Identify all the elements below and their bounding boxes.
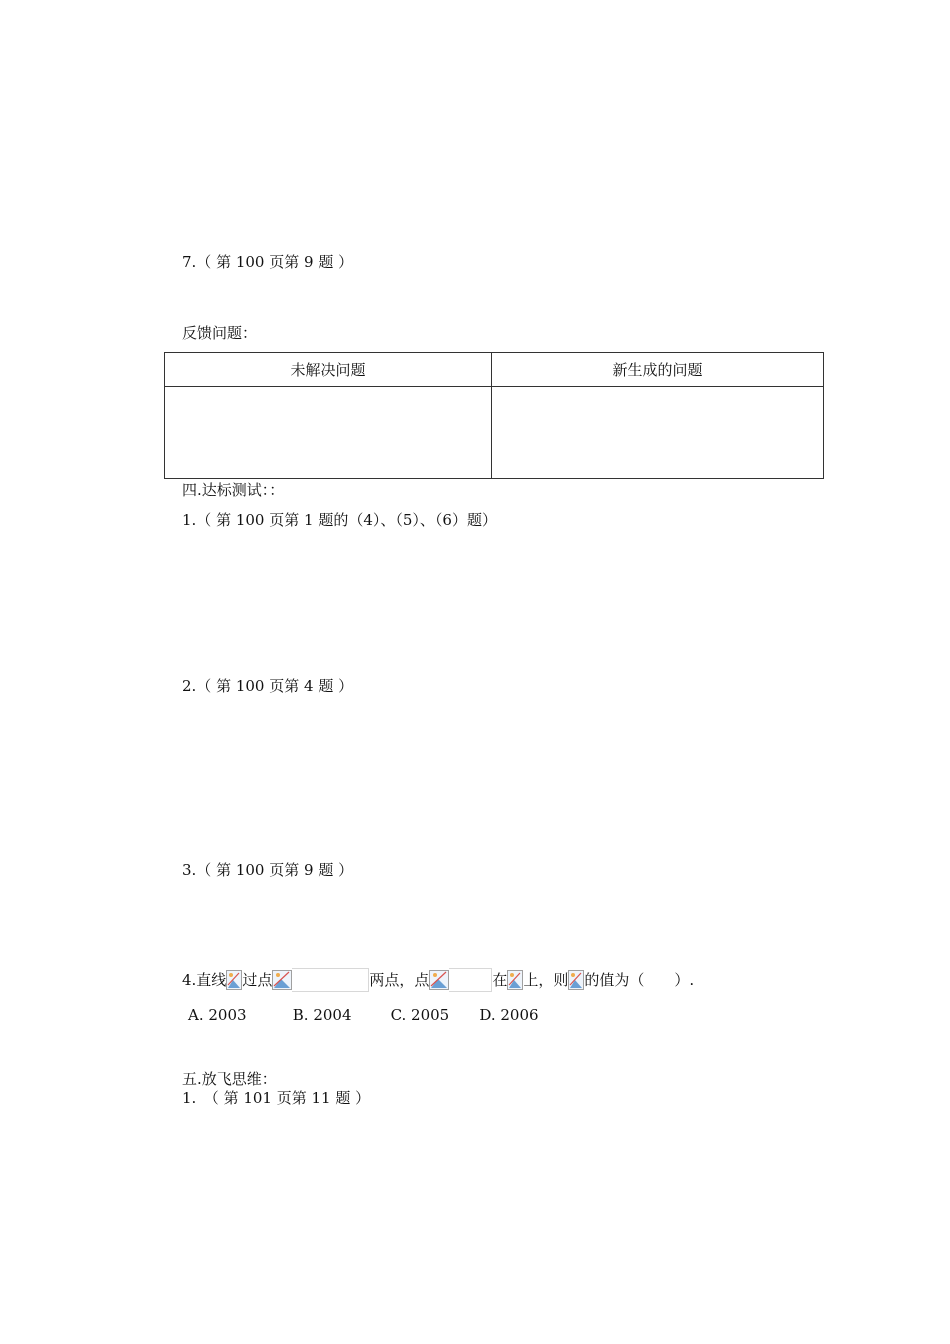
question-2: 2.（ 第 100 页第 4 题 ） [182, 677, 354, 695]
broken-image-icon [568, 970, 584, 990]
q4-text-points: 两点，点 [369, 971, 430, 989]
header-unsolved: 未解决问题 [165, 353, 492, 387]
q4-text-value: 的值为（ ）. [584, 971, 695, 989]
choice-a: A. 2003 [188, 1006, 247, 1024]
new-questions-cell[interactable] [492, 387, 824, 479]
table-row [165, 387, 824, 479]
broken-image-icon [429, 970, 449, 990]
table-header-row [165, 353, 824, 387]
broken-image-icon [272, 970, 292, 990]
section-5-title: 五.放飞思维： [182, 1070, 277, 1088]
q4-text-line: 4.直线 [182, 971, 227, 989]
feedback-label: 反馈问题： [182, 324, 258, 342]
question-7: 7.（ 第 100 页第 9 题 ） [182, 253, 354, 271]
choice-b: B. 2004 [292, 1006, 352, 1024]
q4-choices [188, 1005, 539, 1025]
formula-placeholder [292, 968, 369, 992]
q4-text-then: 上，则 [523, 971, 569, 989]
feedback-table [164, 352, 824, 479]
section-4-title: 四.达标测试：： [182, 481, 285, 499]
q4-text-passes: 过点 [242, 971, 273, 989]
choice-d: D. 2006 [479, 1006, 539, 1024]
q4-text-on: 在 [492, 971, 508, 989]
broken-image-icon [226, 970, 242, 990]
header-new-questions: 新生成的问题 [492, 353, 824, 387]
section-5-question-1: 1. （ 第 101 页第 11 题 ） [182, 1089, 371, 1107]
unsolved-cell[interactable] [165, 387, 492, 479]
formula-placeholder [449, 968, 492, 992]
question-4 [182, 968, 694, 992]
question-1: 1.（ 第 100 页第 1 题的（4）、（5）、（6）题） [182, 511, 497, 529]
question-3: 3.（ 第 100 页第 9 题 ） [182, 861, 354, 879]
broken-image-icon [507, 970, 523, 990]
choice-c: C. 2005 [390, 1006, 450, 1024]
